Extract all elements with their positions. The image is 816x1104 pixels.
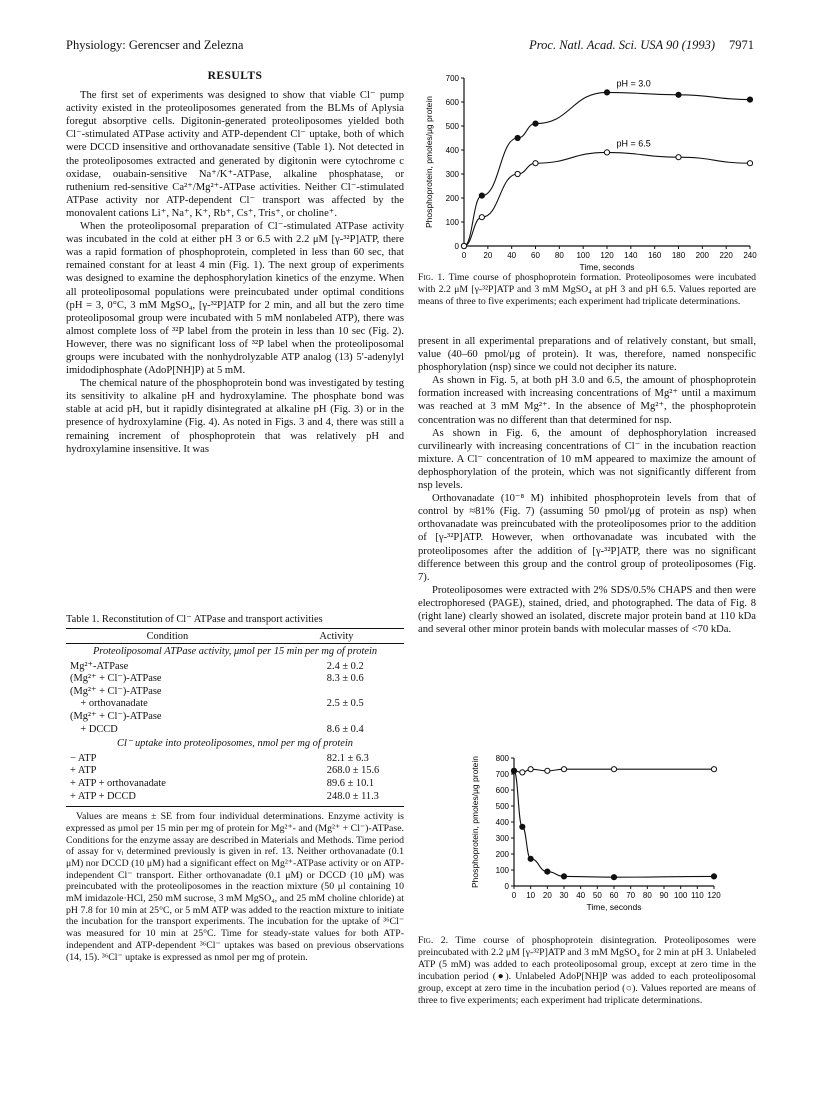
table-1 — [66, 613, 404, 963]
x-tick-label: 40 — [576, 891, 586, 900]
condition-cell: (Mg²⁺ + Cl⁻)-ATPase — [70, 673, 162, 685]
y-tick-label: 700 — [495, 770, 509, 779]
activity-cell: 268.0 ± 15.6 — [326, 765, 380, 777]
y-tick-label: 700 — [445, 74, 459, 83]
data-point — [545, 869, 550, 874]
figure-2-chart — [418, 750, 756, 910]
x-tick-label: 40 — [507, 251, 517, 260]
data-point — [711, 767, 716, 772]
activity-cell: 248.0 ± 11.3 — [326, 790, 379, 802]
activity-cell: 82.1 ± 6.3 — [326, 752, 369, 764]
condition-cell: (Mg²⁺ + Cl⁻)-ATPase — [70, 710, 162, 722]
paragraph: As shown in Fig. 5, at both pH 3.0 and 6.5, the amount of phosphoprotein formation increased with increasing concentrations of Mg²⁺ until a maximum was reached at 3 mM Mg²⁺. In the absence of Mg²⁺, the phosphoprotein concentration was no different than that determined for nsp. — [418, 375, 756, 426]
table-row — [66, 673, 404, 686]
running-head: Physiology: Gerencser and Zelezna — [66, 38, 244, 52]
y-tick-label: 100 — [445, 218, 459, 227]
column-header: Activity — [319, 631, 354, 642]
table-footnote: Values are means ± SE from four individual determinations. Enzyme activity is expressed as μmol per 15 min per mg of protein for Mg²⁺- and (Mg²⁺ + Cl⁻)-ATPase. Conditions for the enzyme assay are described in Materials and Methods. Time period of assay for vᵢ determined previously is given in ref. 13. Neither orthovanadate (0.1 μM) nor DCCD (10 μM) had a significant effect on Mg²⁺-ATPase activity or on ATP-independent Cl⁻ transport. Either orthovanadate (0.1 μM) or DCCD (10 μM) was preincubated with the proteoliposomes in the reaction mixture (50 μl containing 10 mM imidazole·HCl, 250 mM sucrose, 3 mM MgSO₄, and 25 mM choline chloride) at pH 7.8 for 10 min at 25°C, or 5 mM ATP was added to the reaction mixture to initiate the incubation for the transport experiments. The incubation for the uptake of ³⁶Cl⁻ was measured for 10 min at 25°C. Time for steady-state values for both ATP-independent and ATP-dependent ³⁶Cl⁻ uptakes was based on previous observations (14, 15). ³⁶Cl⁻ uptake is expressed as nmol per mg of protein. — [66, 811, 404, 963]
x-axis-label: Time, seconds — [586, 902, 642, 912]
activity-cell — [269, 711, 404, 724]
condition-cell: + ATP — [70, 765, 97, 777]
condition-cell: Mg²⁺-ATPase — [70, 660, 129, 672]
activity-cell: 2.5 ± 0.5 — [326, 698, 364, 710]
activity-cell: 8.6 ± 0.4 — [326, 723, 364, 735]
paragraph: As shown in Fig. 6, the amount of dephosphorylation increased curvilinearly with increasing concentrations of Cl⁻ in the incubation reaction mixture. A Cl⁻ concentration of 10 mM appeared to maximize the amount of dephosphorylation of the protein, which was not significantly different from nsp levels. — [418, 427, 756, 492]
x-tick-label: 180 — [671, 251, 686, 260]
paragraph: The first set of experiments was designed to show that viable Cl⁻ pump activity existed in the proteoliposomes generated from the BLMs of Aplysia foregut absorptive cells. Digitonin-generated proteoliposomes yielded both Cl⁻-stimulated ATPase activity and ATP-dependent Cl⁻ uptake, both of which were DCCD insensitive and orthovanadate sensitive (Table 1). Not detected in the proteoliposomes extracted and generated by digitonin were cytochrome c oxidase, ouabain-sensitive Na⁺/K⁺-ATPase, alkaline phosphatase, or ruthenium red-sensitive Ca²⁺/Mg²⁺-ATPase activities. Neither Cl⁻-stimulated ATPase activity nor ATP-dependent Cl⁻ transport was affected by the monovalent cations Li⁺, Na⁺, K⁺, Rb⁺, Cs⁺, Tris⁺, or choline⁺. — [66, 90, 404, 219]
column-header: Condition — [146, 631, 189, 642]
x-axis-label: Time, seconds — [579, 262, 635, 272]
x-tick-label: 0 — [511, 891, 517, 900]
table-title: Table 1. Reconstitution of Cl⁻ ATPase and transport activities — [66, 614, 323, 625]
data-point — [533, 161, 538, 166]
table-body — [66, 629, 404, 803]
x-tick-label: 140 — [624, 251, 638, 260]
paragraph: When the proteoliposomal preparation of Cl⁻-stimulated ATPase activity was incubated in the cold at either pH 3 or 6.5 with 2.2 μM [γ-³²P]ATP, there was a rapid formation of phosphoprotein, completed in less than 60 sec, that remained constant for at least 4 min (Fig. 1). The next group of experiments was designed to examine the dephosphorylation kinetics of the enzyme. When all proteoliposomal populations were preincubated under optimal conditions (pH = 3, 0°C, 3 mM MgSO₄, [γ-³²P]ATP for 2 min, and all but the zero time proteoliposomal group were incubated with 5 mM nonlabeled ATP), there was almost complete loss of ³²P label from the protein in less than 10 sec (Fig. 2). However, there was no significant loss of ³²P label when the proteoliposomal groups were incubated with the nonhydrolyzable ATP analog (13) 5′-adenylyl imidodiphosphate (AdoP[NH]P) at 5 mM. — [66, 221, 404, 377]
x-tick-label: 220 — [719, 251, 733, 260]
x-tick-label: 30 — [559, 891, 569, 900]
left-column — [66, 70, 404, 456]
x-tick-label: 120 — [600, 251, 614, 260]
data-point — [515, 135, 520, 140]
y-tick-label: 600 — [495, 786, 509, 795]
condition-cell: + orthovanadate — [70, 698, 148, 710]
data-point — [511, 768, 516, 773]
data-point — [611, 767, 616, 772]
y-axis-label: Phosphoprotein, pmoles/μg protein — [470, 755, 480, 889]
x-tick-label: 20 — [483, 251, 493, 260]
data-point — [479, 215, 484, 220]
x-tick-label: 20 — [542, 891, 552, 900]
table-row — [66, 698, 404, 711]
data-point — [515, 171, 520, 176]
x-tick-label: 110 — [690, 891, 704, 900]
data-point — [676, 155, 681, 160]
activity-cell: 2.4 ± 0.2 — [326, 660, 364, 672]
figure-2 — [418, 750, 756, 910]
x-tick-label: 0 — [461, 251, 467, 260]
figure-label: Fig. 2. — [418, 935, 449, 946]
y-tick-label: 200 — [495, 850, 509, 859]
x-tick-label: 90 — [659, 891, 669, 900]
data-point — [611, 875, 616, 880]
table-row — [66, 724, 404, 737]
condition-cell: + DCCD — [70, 723, 118, 735]
x-tick-label: 60 — [531, 251, 540, 260]
data-point — [561, 767, 566, 772]
figure-label: Fig. 1. — [418, 272, 445, 283]
annotation-ph65: pH = 6.5 — [616, 138, 651, 149]
condition-cell: + ATP + DCCD — [70, 790, 136, 802]
table-row — [66, 791, 404, 804]
data-point — [604, 90, 609, 95]
table-subheading: Cl⁻ uptake into proteoliposomes, nmol per mg of protein — [117, 738, 353, 750]
x-tick-label: 200 — [695, 251, 710, 260]
page-header — [66, 38, 754, 54]
figure-1-chart — [418, 70, 757, 272]
x-tick-label: 10 — [526, 891, 536, 900]
y-axis-label: Phosphoprotein, pmoles/μg protein — [424, 95, 434, 229]
figure-1 — [418, 70, 757, 272]
table-row — [66, 661, 404, 674]
y-tick-label: 400 — [495, 818, 509, 827]
x-tick-label: 60 — [609, 891, 619, 900]
paragraph: Proteoliposomes were extracted with 2% SDS/0.5% CHAPS and then were electrophoresed (PAGE), stained, dried, and photographed. The data of Fig. 8 (right lane) clearly showed an isolated, discrete major protein band at 110 kDa and several other minor protein bands with molecular masses of <70 kDa. — [418, 584, 756, 636]
data-point — [561, 874, 566, 879]
data-point — [533, 121, 538, 126]
series-line — [514, 771, 714, 877]
table-row — [66, 778, 404, 791]
series-line — [464, 152, 750, 246]
condition-cell: − ATP — [70, 752, 97, 764]
activity-cell: 89.6 ± 10.1 — [326, 777, 375, 789]
x-tick-label: 50 — [592, 891, 602, 900]
x-tick-label: 240 — [743, 251, 757, 260]
data-point — [520, 824, 525, 829]
figure-2-caption: Fig. 2. Time course of phosphoprotein disintegration. Proteoliposomes were preincubated with 2.2 μM [γ-³²P]ATP and 3 mM MgSO₄ for 2 min at pH 3. Unlabeled ATP (5 mM) was added to each proteoliposomal group, except at zero time in the incubation period (●). Unlabeled AdoP[NH]P was added to each proteoliposomal group, except at zero time in the incubation period (○). Values reported are means of three to five experiments; each experiment had triplicate determinations. — [418, 935, 756, 1006]
x-tick-label: 80 — [554, 251, 564, 260]
x-tick-label: 80 — [642, 891, 652, 900]
activity-cell — [269, 686, 404, 699]
data-point — [528, 767, 533, 772]
y-tick-label: 400 — [445, 146, 459, 155]
data-point — [604, 150, 609, 155]
data-point — [545, 768, 550, 773]
x-tick-label: 100 — [673, 891, 688, 900]
table-row — [66, 753, 404, 766]
figure-1-caption: Fig. 1. Time course of phosphoprotein formation. Proteoliposomes were incubated with 2.2 μM [γ-³²P]ATP and 3 mM MgSO₄ at pH 3 and pH 6.5. Values reported are means of three to five experiments; each experiment had triplicate determinations. — [418, 272, 756, 307]
condition-cell: (Mg²⁺ + Cl⁻)-ATPase — [70, 685, 162, 697]
x-tick-label: 120 — [707, 891, 721, 900]
y-tick-label: 600 — [445, 98, 459, 107]
condition-cell: + ATP + orthovanadate — [70, 777, 166, 789]
data-point — [747, 161, 752, 166]
y-tick-label: 300 — [445, 170, 459, 179]
y-tick-label: 200 — [445, 194, 459, 203]
y-tick-label: 0 — [454, 242, 459, 251]
y-tick-label: 500 — [495, 802, 509, 811]
table-subheading: Proteoliposomal ATPase activity, μmol per 15 min per mg of protein — [92, 646, 378, 657]
table-row — [66, 711, 404, 724]
data-point — [747, 97, 752, 102]
paragraph: Orthovanadate (10⁻⁸ M) inhibited phosphoprotein levels from that of control by ≈81% (Fig. 7) (assuming 50 pmol/μg of protein as nsp) when orthovanadate was preincubated with the proteoliposomes prior to the addition of [γ-³²P]ATP. However, when orthovanadate was incubated with the proteoliposomes after the addition of [γ-³²P]ATP, there was no significant difference between this group and the control group of proteoliposomes (Fig. 7). — [418, 493, 756, 583]
page-number: 7971 — [729, 38, 754, 52]
y-tick-label: 800 — [495, 754, 509, 763]
table-row — [66, 765, 404, 778]
table-row — [66, 686, 404, 699]
series-line — [464, 92, 750, 246]
y-tick-label: 100 — [495, 866, 509, 875]
y-tick-label: 500 — [445, 122, 459, 131]
y-tick-label: 300 — [495, 834, 509, 843]
data-point — [711, 874, 716, 879]
journal-citation: Proc. Natl. Acad. Sci. USA 90 (1993) 7971 — [529, 38, 754, 52]
x-tick-label: 70 — [626, 891, 636, 900]
x-tick-label: 160 — [647, 251, 662, 260]
data-point — [461, 243, 466, 248]
paragraph: The chemical nature of the phosphoprotein bond was investigated by testing its sensitivity to alkaline pH and hydroxylamine. The phosphate bond was stable at acid pH, but it rapidly disintegrated at alkaline pH (Fig. 3) or in the presence of hydroxylamine (Fig. 4). As noted in Figs. 3 and 4, there was still a remaining increment of phosphoprotein that was relatively pH and hydroxylamine insensitive. It was — [66, 378, 404, 455]
right-column — [418, 335, 756, 636]
data-point — [528, 856, 533, 861]
x-tick-label: 100 — [576, 251, 590, 260]
section-title: RESULTS — [207, 70, 263, 82]
annotation-ph3: pH = 3.0 — [616, 78, 651, 89]
data-point — [676, 92, 681, 97]
data-point — [479, 193, 484, 198]
paragraph: present in all experimental preparations and of relatively constant, but small, value (40–60 pmol/μg of protein). It was, therefore, named nonspecific phosphorylation (nsp) since we could not decipher its nature. — [418, 336, 756, 374]
y-tick-label: 0 — [504, 882, 509, 891]
activity-cell: 8.3 ± 0.6 — [326, 673, 364, 685]
data-point — [520, 770, 525, 775]
